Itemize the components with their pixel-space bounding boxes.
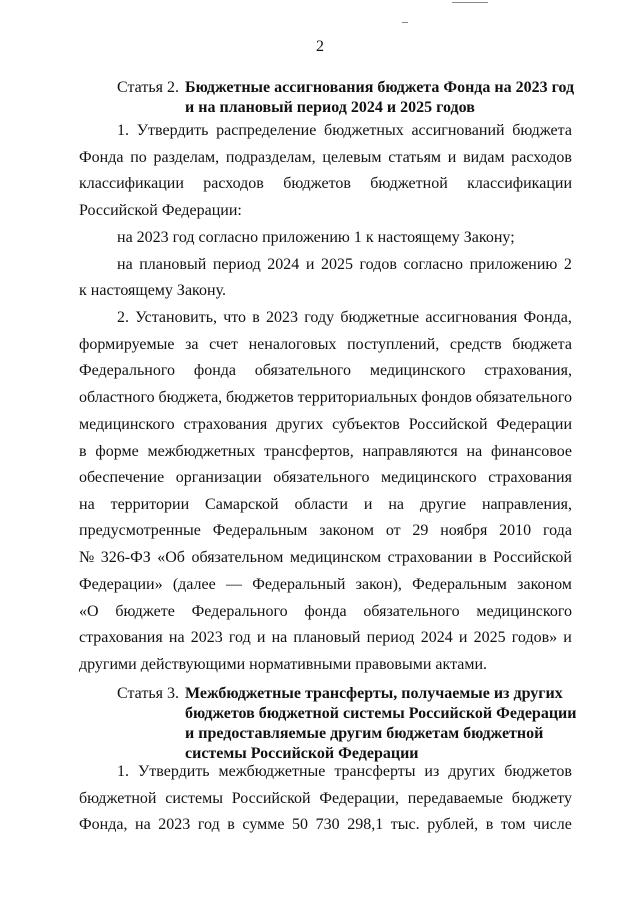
word: организации [175,469,262,486]
title-line: Бюджетные ассигнования бюджета Фонда на 2023 год [185,79,575,96]
word: Фонда, [79,816,128,833]
word: 326-ФЗ [100,549,151,566]
title-line: и на плановый период 2024 и 2025 годов [185,99,475,116]
word: законом [319,522,374,539]
word: Российской [408,416,488,433]
word: 29 [412,522,429,539]
word: на [117,256,133,273]
word: Федеральным [412,576,507,593]
word: рублей, [427,816,479,833]
word: бюджетов [283,175,351,192]
word: форме [95,443,139,460]
body-line [79,495,572,515]
word: 1. [117,122,129,139]
word: формируемые [79,336,175,353]
word: в [227,816,235,833]
word: передаваемые [407,790,504,807]
word: медицинского [381,469,477,486]
word: сумме [242,816,285,833]
word: средств [449,336,502,353]
article-label: Статья 3. [117,685,179,702]
body-line [79,468,572,488]
word: 2025 [473,629,506,646]
word: других [276,416,324,433]
word: подразделам, [225,149,316,166]
word: по [130,149,147,166]
word: бюджетных [324,122,404,139]
word: на [135,816,151,833]
word: в [479,549,487,566]
body-line [79,521,572,541]
body-line [79,602,572,622]
word: бюджетов [504,763,572,780]
word: ассигнования [425,309,518,326]
word: и [458,629,468,646]
article-title [185,684,576,764]
word: 298,1 [347,816,384,833]
word: 2. [117,309,129,326]
body-line: другими действующими нормативными правовыми актами. [79,656,488,673]
word: фонда [304,603,347,620]
word: статьям [388,149,442,166]
word: 2 [563,256,572,273]
word: Федеральный [252,576,346,593]
word: трансфертов, [264,443,354,460]
word: бюджета [512,336,572,353]
word: территориальных [297,389,418,406]
word: Фонда [79,149,124,166]
word: числе [533,816,572,833]
word: Российской [493,549,572,566]
word: субъектов [332,416,400,433]
body-line [79,174,572,194]
word: из [424,763,440,780]
word: на [271,629,288,646]
word: годов [359,256,397,273]
body-line: к настоящему Закону. [79,282,226,299]
word: медицинского [476,603,572,620]
word: классификации [467,175,572,192]
body-line [79,442,572,462]
word: плановый [293,629,361,646]
word: обязательного [475,389,572,406]
title-line: бюджетов бюджетной системы Российской Федерации [185,705,577,722]
word: 2024 [420,629,453,646]
word: на [79,496,95,513]
word: 2023 [158,816,191,833]
word: и [447,149,457,166]
word: страховании [387,549,473,566]
word: счет [209,336,238,353]
word: бюджета [512,122,572,139]
word: фонда [193,362,236,379]
body-line [79,628,572,648]
body-line [79,335,572,355]
word: и [563,629,572,646]
word: областного [79,389,155,406]
word: страхования, [484,362,572,379]
word: период [366,629,415,646]
word: на [466,443,483,460]
article-3-heading [117,684,577,764]
word: финансовое [490,443,572,460]
word: (далее [172,576,216,593]
article-2-heading [117,78,577,118]
word: и [363,496,373,513]
word: «Об [157,549,185,566]
word: межбюджетных [147,443,256,460]
word: 2023 [266,309,299,326]
word: за [185,336,199,353]
word: расходов [203,175,264,192]
word: 2010 [499,522,532,539]
body-line [117,121,572,141]
word: «О [79,603,99,620]
word: обязательном [191,549,284,566]
word: — [225,576,242,593]
word: приложению [469,256,558,273]
article-title [185,78,574,118]
word: распределение [216,122,317,139]
word: страхования [183,416,268,433]
word: медицинского [79,416,175,433]
word: 1. [117,763,129,780]
word: бюджета, [158,389,223,406]
word: и [305,256,315,273]
word: от [385,522,401,539]
word: фондов [421,389,472,406]
word: Российской [231,790,311,807]
word: территории [110,496,190,513]
body-line [117,762,572,782]
word: Фонда, [523,309,572,326]
word: обязательного [254,362,352,379]
word: закон), [355,576,402,593]
body-line [79,815,572,835]
word: направляются [362,443,458,460]
word: Утвердить [136,122,209,139]
word: год [197,816,220,833]
title-line: и предоставляемые другим бюджетам бюджетной [185,725,544,742]
word: период [212,256,261,273]
page-number: 2 [316,38,324,55]
word: других [448,763,496,780]
body-line [79,148,572,168]
word: медицинском [289,549,382,566]
body-line [79,388,572,408]
body-line [117,308,572,328]
word: Федерального [79,362,176,379]
word: бюджетов [226,389,294,406]
word: предусмотренные [79,522,201,539]
word: направления, [481,496,572,513]
word: 50 [292,816,309,833]
word: Утвердить [137,763,210,780]
word: плановый [139,256,207,273]
word: бюджетной [79,790,157,807]
word: неналоговых [248,336,337,353]
word: в [79,443,87,460]
article-label: Статья 2. [117,79,179,96]
word: годов» [511,629,558,646]
word: 2024 [267,256,300,273]
title-line: системы Российской Федерации [185,745,419,762]
word: Федерального [191,603,288,620]
word: на [168,629,185,646]
word: на [388,496,404,513]
body-line [79,789,572,809]
word: и [256,629,266,646]
word: в [485,816,494,833]
word: межбюджетные [218,763,326,780]
word: бюджете [115,603,175,620]
scan-mark [452,2,488,3]
word: бюджету [511,790,572,807]
word: тыс. [390,816,420,833]
word: 730 [315,816,340,833]
word: бюджетные [340,309,420,326]
word: 2023 [190,629,223,646]
word: страхования [488,469,572,486]
body-line: Российской Федерации: [79,202,242,219]
word: том [500,816,526,833]
word: поступлений, [347,336,440,353]
word: года [542,522,572,539]
word: законом [517,576,572,593]
scan-mark [402,22,408,23]
word: классификации [79,175,184,192]
word: Федеральным [212,522,308,539]
word: Федерации, [319,790,399,807]
word: ассигнований [411,122,505,139]
word: ноября [440,522,488,539]
word: другие [419,496,467,513]
title-line: Межбюджетные трансферты, получаемые из других [185,685,563,702]
word: 2025 [320,256,353,273]
word: обязательного [363,603,460,620]
body-line [79,415,572,435]
word: разделам, [153,149,220,166]
word: расходов [511,149,572,166]
word: год [228,629,251,646]
word: году [304,309,335,326]
word: Федерации [496,416,572,433]
word: бюджетной [370,175,448,192]
word: что [223,309,247,326]
word: целевым [322,149,382,166]
word: Установить, [135,309,217,326]
body-line: на 2023 год согласно приложению 1 к настоящему Закону; [117,229,515,246]
word: обязательного [273,469,370,486]
word: видам [463,149,505,166]
word: системы [165,790,223,807]
word: области [294,496,348,513]
word: страхования [79,629,163,646]
word: в [252,309,260,326]
word: медицинского [369,362,466,379]
word: согласно [403,256,464,273]
word: трансферты [334,763,416,780]
word: обеспечение [79,469,165,486]
body-line [79,548,572,568]
word: Федерации» [79,576,163,593]
body-line [79,361,572,381]
body-line [79,575,572,595]
word: № [79,549,95,566]
word: Самарской [205,496,279,513]
body-line [117,255,572,275]
